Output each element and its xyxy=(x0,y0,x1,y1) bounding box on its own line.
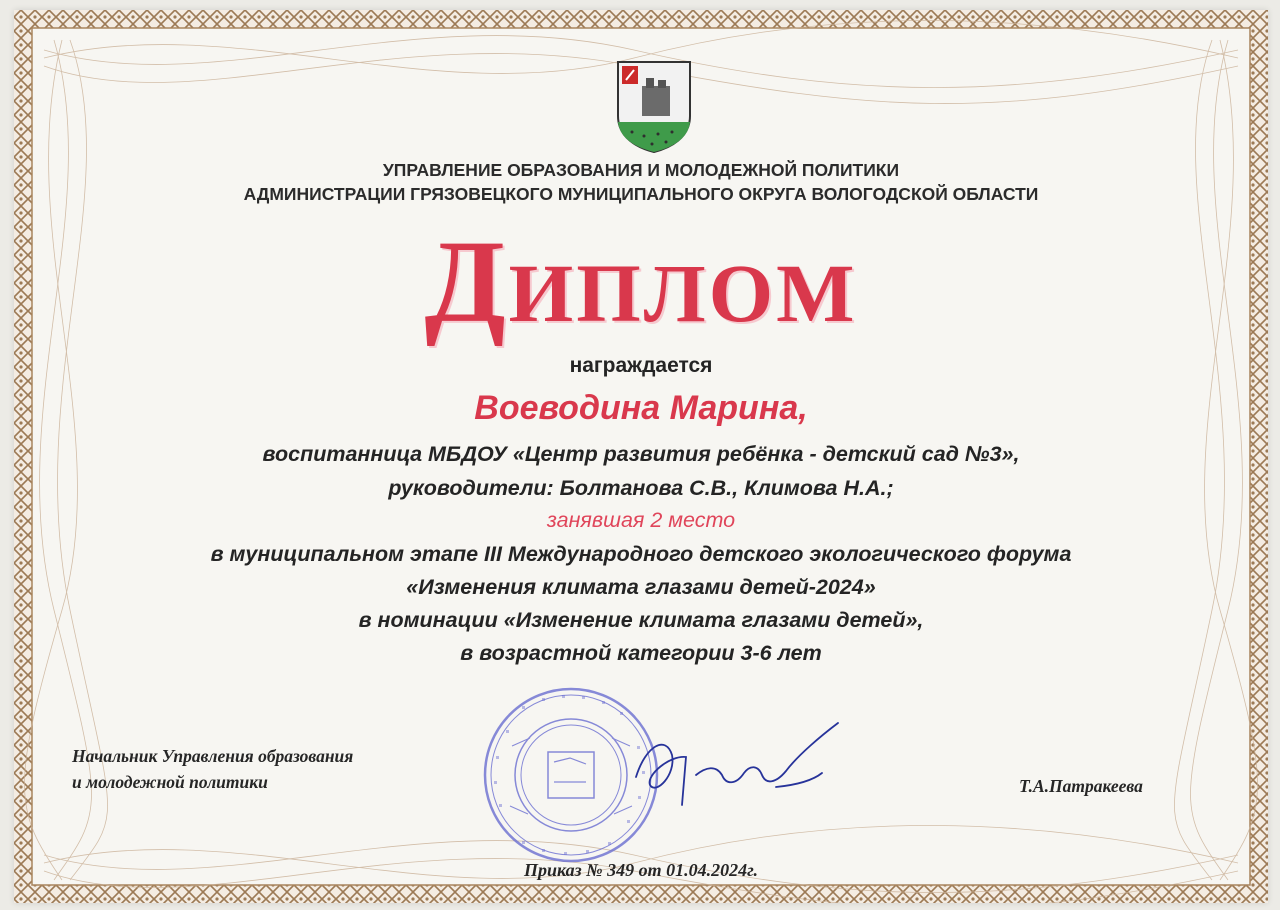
place-line: занявшая 2 место xyxy=(546,508,736,532)
signer-position-line-2: и молодежной политики xyxy=(72,772,268,792)
signer-name: Т.А.Патракеева xyxy=(1019,776,1143,796)
nomination-line: в номинации «Изменение климата глазами детей», xyxy=(358,608,924,632)
signer-position xyxy=(72,743,353,795)
diploma-sheet xyxy=(14,10,1268,903)
supervisors-line: руководители: Болтанова С.В., Климова Н.А.; xyxy=(388,476,894,500)
recipient-name: Воеводина Марина, xyxy=(474,389,808,427)
forum-line: «Изменения климата глазами детей-2024» xyxy=(406,575,876,599)
org-line-2: АДМИНИСТРАЦИИ ГРЯЗОВЕЦКОГО МУНИЦИПАЛЬНОГО ОКРУГА ВОЛОГОДСКОЙ ОБЛАСТИ xyxy=(243,184,1039,204)
order-reference: Приказ № 349 от 01.04.2024г. xyxy=(523,860,759,880)
coat-of-arms-icon xyxy=(614,58,694,154)
awarded-label: награждается xyxy=(569,354,713,377)
age-line: в возрастной категории 3-6 лет xyxy=(460,641,822,665)
diploma-title: Диплом xyxy=(424,216,858,347)
stage-line: в муниципальном этапе III Международного детского экологического форума xyxy=(210,542,1072,566)
handwritten-signature-icon xyxy=(626,715,856,820)
pupil-line: воспитанница МБДОУ «Центр развития ребёнка - детский сад №3», xyxy=(262,442,1020,466)
org-line-1: УПРАВЛЕНИЕ ОБРАЗОВАНИЯ И МОЛОДЕЖНОЙ ПОЛИТИКИ xyxy=(382,160,900,180)
signer-position-line-1: Начальник Управления образования xyxy=(72,746,354,766)
